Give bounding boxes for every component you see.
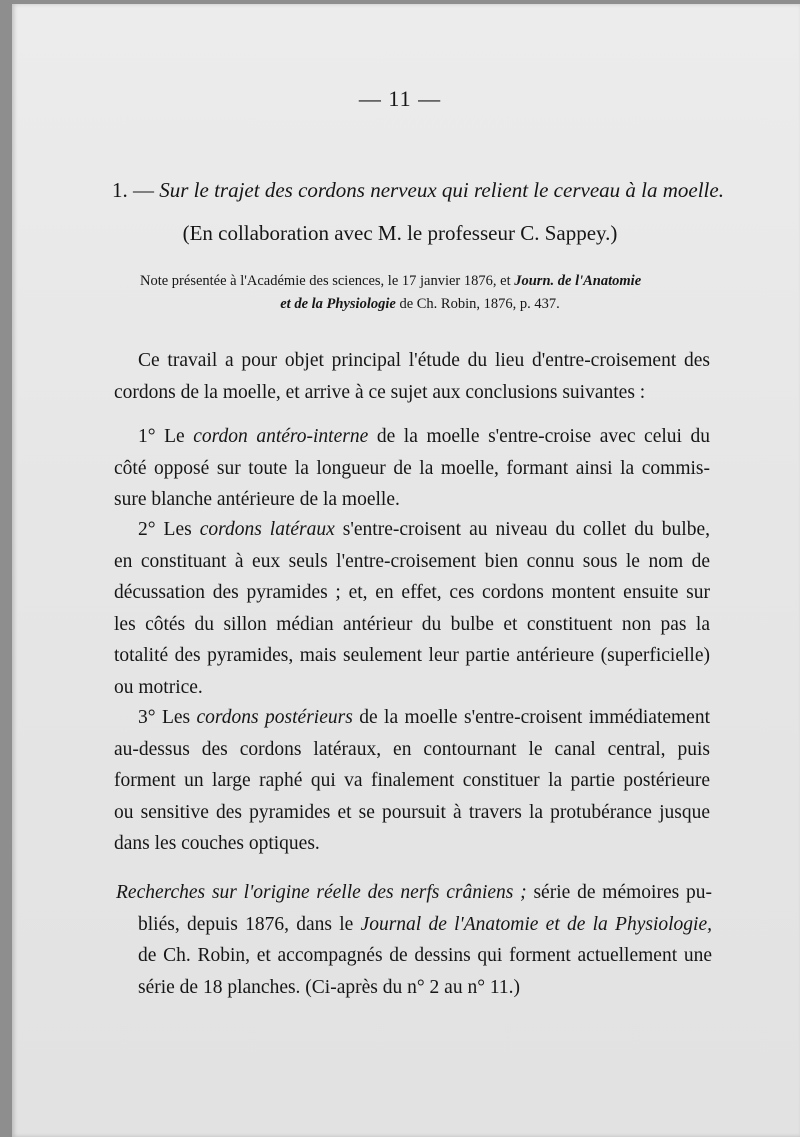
point-2-paragraph — [114, 514, 710, 703]
point-2-line: ou motrice. — [114, 676, 203, 698]
intro-line: cordons de la moelle, et arrive à ce sujet aux conclusions suivantes : — [114, 381, 646, 403]
entry-2-line: série de 18 planches. (Ci-après du n° 2 au n° 11.) — [138, 976, 521, 998]
entry-1-dash: — — [127, 178, 160, 202]
intro-line: Ce travail a pour objet principal l'étude du lieu d'entre-croisement des — [138, 350, 710, 371]
entry-2-journal: Journal de l'Anatomie et de la Physiologie, — [360, 913, 712, 935]
note-line-1 — [140, 270, 700, 293]
point-3-paragraph — [114, 702, 710, 860]
point-2-line: décussation des pyramides ; et, en effet, ces cordons montent ensuite sur — [114, 582, 710, 603]
entry-2-rest: série de mémoires pu- — [526, 882, 712, 903]
point-2-line: les côtés du sillon médian antérieur du bulbe et constituent non pas la — [114, 613, 710, 635]
point-2-line — [114, 514, 710, 546]
point-3-rest: de la moelle s'entre-croisent immédiatement — [352, 707, 711, 728]
page-number: — 11 — — [358, 86, 442, 111]
note-text-2: de Ch. Robin, 1876, p. 437. — [395, 296, 560, 312]
point-3-prefix: 3° Les — [138, 707, 197, 728]
point-1-line — [114, 421, 710, 453]
point-2-line: en constituant à eux seuls l'entre-croisement bien connu sous le nom de — [114, 550, 710, 572]
entry-1-title: Sur le trajet des cordons nerveux qui relient le cerveau à la moelle. — [159, 178, 724, 202]
entry-2-title: Recherches sur l'origine réelle des nerfs crâniens ; — [116, 882, 527, 903]
entry-2-line — [116, 877, 712, 909]
entry-1-heading — [112, 178, 724, 203]
note-text-1: Note présentée à l'Académie des sciences, le 17 janvier 1876, et — [140, 273, 515, 289]
point-2-line: totalité des pyramides, mais seulement leur partie antérieure (superficielle) — [114, 645, 710, 666]
point-1-prefix: 1° Le — [138, 426, 194, 447]
point-2-rest: s'entre-croisent au niveau du collet du bulbe, — [334, 519, 710, 540]
note-line-2 — [140, 293, 700, 316]
point-3-line: forment un large raphé qui va finalement constituer la partie postérieure — [114, 770, 710, 791]
entry-2-text: bliés, depuis 1876, dans le — [138, 913, 361, 935]
entry-2-paragraph — [116, 877, 712, 1003]
point-1-paragraph — [114, 421, 710, 516]
point-2-prefix: 2° Les — [138, 519, 200, 540]
entry-1-number: 1. — [112, 178, 128, 202]
note-journal-1: Journ. de l'Anatomie — [514, 273, 642, 289]
point-2-term: cordons latéraux — [199, 519, 335, 540]
point-3-line: ou sensitive des pyramides et se poursuit à travers la protubérance jusque — [114, 801, 710, 823]
note-journal-2: et de la Physiologie — [280, 296, 396, 312]
point-1-line: sure blanche antérieure de la moelle. — [114, 489, 400, 510]
point-3-line — [114, 702, 710, 734]
entry-2-line — [116, 909, 712, 941]
entry-1-publication-note — [140, 270, 700, 316]
point-1-rest: de la moelle s'entre-croise avec celui du — [368, 426, 711, 447]
entry-2-line: de Ch. Robin, et accompagnés de dessins qui forment actuellement une — [138, 945, 712, 966]
point-1-term: cordon antéro-interne — [193, 426, 369, 447]
point-3-term: cordons postérieurs — [196, 707, 353, 728]
point-1-line: côté opposé sur toute la longueur de la moelle, formant ainsi la commis- — [114, 457, 710, 479]
intro-paragraph — [114, 345, 710, 408]
point-3-line: au-dessus des cordons latéraux, en contournant le canal central, puis — [114, 738, 710, 760]
point-3-line: dans les couches optiques. — [114, 833, 320, 854]
entry-1-subtitle: (En collaboration avec M. le professeur C. Sappey.) — [182, 221, 618, 245]
